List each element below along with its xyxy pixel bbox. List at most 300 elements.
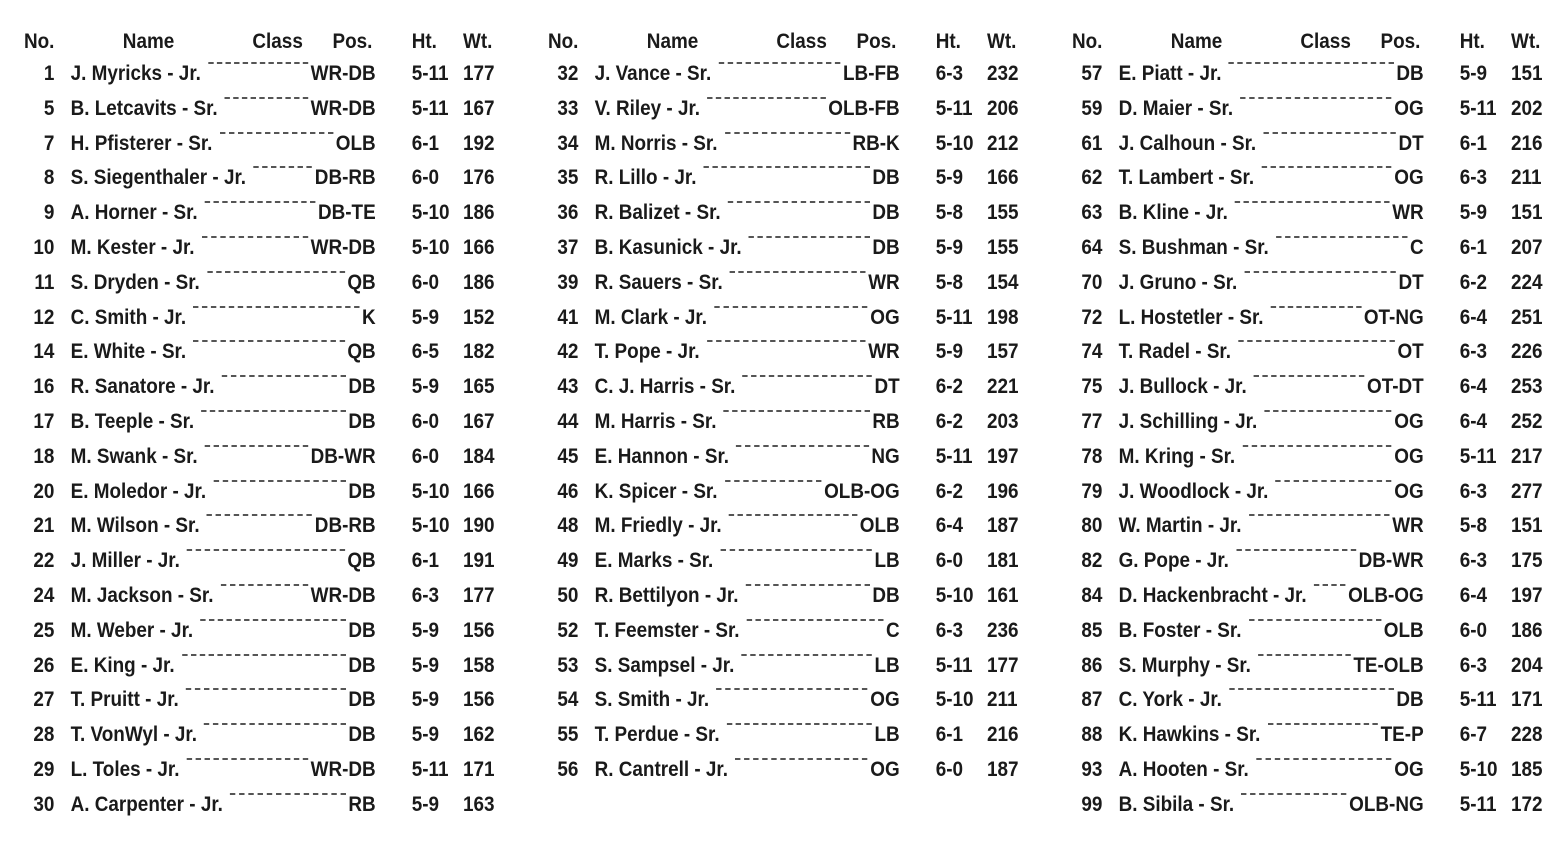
- dot-leader: [1249, 514, 1389, 516]
- player-weight: 203: [987, 409, 1019, 433]
- player-position: DB: [872, 235, 900, 259]
- roster-row: [546, 166, 1019, 201]
- player-weight: 172: [1511, 792, 1543, 816]
- player-position: DB: [348, 618, 376, 642]
- player-number: 48: [557, 514, 579, 538]
- header-pos: Pos.: [856, 30, 897, 53]
- player-position: OLB-NG: [1349, 792, 1424, 816]
- player-weight: 181: [987, 549, 1019, 573]
- roster-row: [22, 688, 495, 723]
- dot-leader: [728, 201, 870, 203]
- player-weight: 190: [463, 514, 495, 538]
- player-height: 6-4: [1459, 375, 1488, 399]
- roster-row: [1070, 757, 1543, 793]
- player-weight: 175: [1511, 549, 1543, 573]
- player-number: 12: [33, 305, 55, 329]
- player-position: DB-WR: [310, 444, 376, 468]
- roster-row: [546, 479, 1019, 515]
- dot-leader: [725, 480, 821, 482]
- roster-row: [546, 375, 1019, 410]
- player-weight: 207: [1511, 235, 1543, 259]
- player-number: 41: [557, 305, 579, 329]
- dot-leader: [187, 758, 308, 760]
- roster-row: [22, 375, 495, 410]
- player-height: 6-0: [935, 549, 964, 573]
- player-height: 5-10: [411, 235, 450, 259]
- player-height: 5-11: [411, 62, 449, 85]
- player-number: 26: [33, 653, 55, 677]
- player-number: 78: [1081, 444, 1103, 468]
- player-number: 35: [557, 166, 579, 190]
- player-number: 30: [33, 792, 55, 816]
- player-weight: 177: [463, 62, 495, 85]
- roster-row: [546, 653, 1019, 689]
- roster-row: [22, 201, 495, 236]
- player-weight: 163: [463, 792, 495, 816]
- player-weight: 277: [1511, 479, 1543, 503]
- player-number: 24: [33, 583, 55, 607]
- dot-leader: [1314, 584, 1346, 586]
- header-name: Name: [1170, 30, 1223, 53]
- dot-leader: [1276, 236, 1407, 238]
- player-height: 6-3: [935, 62, 964, 85]
- player-position: WR-DB: [310, 757, 376, 781]
- player-name-class: J. Bullock - Jr.: [1118, 375, 1247, 399]
- dot-leader: [735, 758, 867, 760]
- player-name-class: B. Kline - Jr.: [1118, 201, 1228, 225]
- roster-row: [546, 757, 1019, 793]
- player-weight: 185: [1511, 757, 1543, 781]
- player-number: 61: [1081, 131, 1103, 155]
- player-name-class: J. Myricks - Jr.: [70, 62, 201, 85]
- player-position: C: [886, 618, 900, 642]
- player-number: 45: [557, 444, 579, 468]
- player-name-class: M. Kring - Sr.: [1118, 444, 1236, 468]
- player-height: 5-9: [1459, 62, 1488, 85]
- dot-leader: [222, 375, 346, 377]
- player-weight: 156: [463, 618, 495, 642]
- player-name-class: B. Teeple - Sr.: [70, 409, 195, 433]
- player-height: 6-1: [411, 549, 440, 573]
- player-number: 87: [1081, 688, 1103, 712]
- player-position: RB: [348, 792, 376, 816]
- dot-leader: [736, 445, 869, 447]
- player-height: 6-0: [411, 166, 440, 190]
- player-height: 5-8: [1459, 514, 1488, 538]
- player-height: 6-3: [1459, 549, 1488, 573]
- roster-row: [1070, 792, 1543, 828]
- player-name-class: K. Hawkins - Sr.: [1118, 723, 1261, 747]
- player-weight: 186: [463, 270, 495, 294]
- player-position: OG: [1394, 409, 1424, 433]
- dot-leader: [205, 445, 308, 447]
- player-height: 6-3: [1459, 340, 1488, 364]
- roster-row: [546, 723, 1019, 758]
- player-name-class: B. Letcavits - Sr.: [70, 96, 218, 120]
- roster-row: [546, 549, 1019, 584]
- player-weight: 154: [987, 270, 1019, 294]
- player-number: 93: [1081, 757, 1103, 781]
- roster-column-1: [22, 30, 502, 828]
- player-position: OT-DT: [1367, 375, 1424, 399]
- player-name-class: J. Gruno - Sr.: [1118, 270, 1238, 294]
- dot-leader: [1235, 201, 1390, 203]
- roster-header: [546, 30, 1017, 62]
- roster-row: [1070, 549, 1543, 584]
- roster-row: [546, 305, 1019, 341]
- player-number: 32: [557, 62, 579, 85]
- dot-leader: [1245, 271, 1396, 273]
- player-height: 5-11: [1459, 444, 1497, 468]
- player-number: 55: [557, 723, 579, 747]
- roster-row: [22, 757, 495, 793]
- player-number: 99: [1081, 792, 1103, 816]
- roster-row: [1070, 62, 1543, 97]
- roster-column-3: [1070, 30, 1550, 828]
- dot-leader: [1268, 723, 1378, 725]
- player-number: 72: [1081, 305, 1103, 329]
- player-height: 5-9: [935, 235, 964, 259]
- dot-leader: [727, 723, 872, 725]
- header-name: Name: [122, 30, 175, 53]
- player-name-class: C. J. Harris - Sr.: [594, 375, 736, 399]
- dot-leader: [741, 654, 872, 656]
- player-number: 9: [43, 201, 55, 225]
- dot-leader: [1249, 619, 1381, 621]
- player-weight: 217: [1511, 444, 1543, 468]
- player-position: OG: [870, 688, 900, 712]
- player-height: 5-9: [935, 166, 964, 190]
- roster-row: [22, 514, 495, 549]
- player-name-class: E. Moledor - Jr.: [70, 479, 207, 503]
- dot-leader: [746, 584, 870, 586]
- player-weight: 166: [463, 479, 495, 503]
- player-weight: 167: [463, 409, 495, 433]
- player-weight: 216: [987, 723, 1019, 747]
- player-height: 6-1: [935, 723, 964, 747]
- roster-row: [1070, 270, 1543, 306]
- dot-leader: [187, 549, 345, 551]
- player-position: DB: [348, 409, 376, 433]
- header-class: Class: [252, 30, 303, 53]
- roster-row: [22, 340, 495, 375]
- dot-leader: [220, 132, 333, 134]
- player-weight: 202: [1511, 96, 1543, 120]
- player-weight: 151: [1511, 62, 1543, 85]
- player-name-class: M. Swank - Sr.: [70, 444, 198, 468]
- player-number: 8: [43, 166, 55, 190]
- player-height: 5-11: [411, 757, 449, 781]
- player-number: 17: [33, 409, 55, 433]
- player-number: 11: [34, 270, 55, 294]
- dot-leader: [725, 132, 850, 134]
- dot-leader: [182, 654, 346, 656]
- player-position: OG: [1394, 479, 1424, 503]
- player-number: 46: [557, 479, 579, 503]
- player-name-class: A. Horner - Sr.: [70, 201, 198, 225]
- roster-row: [22, 549, 495, 584]
- player-weight: 198: [987, 305, 1019, 329]
- roster-row: [22, 270, 495, 306]
- roster-row: [546, 235, 1019, 271]
- roster-row: [546, 444, 1019, 480]
- player-name-class: T. Pope - Jr.: [594, 340, 700, 364]
- player-number: 62: [1081, 166, 1103, 190]
- player-weight: 224: [1511, 270, 1543, 294]
- player-weight: 197: [987, 444, 1019, 468]
- player-position: DB: [348, 688, 376, 712]
- player-weight: 204: [1511, 653, 1543, 677]
- player-position: OT: [1397, 340, 1424, 364]
- player-position: DB-RB: [314, 166, 376, 190]
- roster-row: [1070, 688, 1543, 723]
- dot-leader: [230, 793, 346, 795]
- player-weight: 162: [463, 723, 495, 747]
- dot-leader: [204, 723, 346, 725]
- dot-leader: [1240, 97, 1391, 99]
- player-position: DB: [348, 479, 376, 503]
- player-name-class: H. Pfisterer - Sr.: [70, 131, 213, 155]
- player-number: 88: [1081, 723, 1103, 747]
- player-weight: 182: [463, 340, 495, 364]
- player-name-class: T. Perdue - Sr.: [594, 723, 720, 747]
- player-name-class: J. Miller - Jr.: [70, 549, 180, 573]
- player-number: 43: [557, 375, 579, 399]
- player-name-class: S. Bushman - Sr.: [1118, 235, 1269, 259]
- player-position: WR-DB: [310, 62, 376, 85]
- player-height: 6-5: [411, 340, 440, 364]
- player-weight: 151: [1511, 201, 1543, 225]
- header-ht: Ht.: [411, 30, 437, 53]
- roster-row: [1070, 653, 1543, 689]
- header-pos: Pos.: [1380, 30, 1421, 53]
- player-height: 6-4: [935, 514, 964, 538]
- player-position: OLB: [1383, 618, 1424, 642]
- roster-row: [546, 62, 1019, 97]
- player-name-class: D. Hackenbracht - Jr.: [1118, 583, 1307, 607]
- player-number: 70: [1081, 270, 1103, 294]
- player-name-class: R. Sanatore - Jr.: [70, 375, 215, 399]
- player-position: DB: [348, 375, 376, 399]
- player-name-class: R. Lillo - Jr.: [594, 166, 697, 190]
- roster-row: [546, 583, 1019, 619]
- dot-leader: [214, 480, 346, 482]
- player-weight: 252: [1511, 409, 1543, 433]
- player-position: QB: [347, 270, 376, 294]
- player-height: 5-10: [411, 514, 450, 538]
- header-wt: Wt.: [1511, 30, 1541, 53]
- dot-leader: [704, 166, 871, 168]
- player-weight: 211: [1511, 166, 1542, 190]
- player-height: 6-1: [411, 131, 440, 155]
- player-height: 5-8: [935, 201, 964, 225]
- player-weight: 177: [987, 653, 1019, 677]
- player-position: OG: [1394, 757, 1424, 781]
- player-number: 36: [557, 201, 579, 225]
- player-height: 6-0: [411, 409, 440, 433]
- player-name-class: C. York - Jr.: [1118, 688, 1222, 712]
- player-name-class: E. Piatt - Jr.: [1118, 62, 1222, 85]
- player-height: 6-1: [1459, 131, 1488, 155]
- roster-row: [22, 235, 495, 271]
- player-name-class: K. Spicer - Sr.: [594, 479, 718, 503]
- player-height: 6-2: [935, 375, 964, 399]
- player-number: 75: [1081, 375, 1103, 399]
- player-name-class: W. Martin - Jr.: [1118, 514, 1242, 538]
- player-name-class: J. Vance - Sr.: [594, 62, 712, 85]
- dot-leader: [205, 201, 316, 203]
- player-position: DB: [872, 201, 900, 225]
- player-position: RB: [872, 409, 900, 433]
- player-number: 64: [1081, 235, 1103, 259]
- player-height: 6-3: [1459, 479, 1488, 503]
- player-name-class: E. Hannon - Sr.: [594, 444, 730, 468]
- dot-leader: [1262, 166, 1392, 168]
- dot-leader: [1256, 758, 1391, 760]
- player-position: DB: [872, 166, 900, 190]
- player-position: K: [362, 305, 376, 329]
- player-position: LB-FB: [843, 62, 900, 85]
- player-name-class: S. Murphy - Sr.: [1118, 653, 1251, 677]
- player-weight: 211: [987, 688, 1018, 712]
- roster-row: [1070, 618, 1543, 654]
- dot-leader: [730, 271, 866, 273]
- header-ht: Ht.: [1459, 30, 1485, 53]
- player-name-class: V. Riley - Jr.: [594, 96, 701, 120]
- player-height: 5-9: [1459, 201, 1488, 225]
- player-name-class: T. VonWyl - Jr.: [70, 723, 197, 747]
- player-weight: 177: [463, 583, 495, 607]
- player-number: 54: [557, 688, 579, 712]
- player-number: 82: [1081, 549, 1103, 573]
- player-height: 6-3: [1459, 166, 1488, 190]
- player-weight: 186: [1511, 618, 1543, 642]
- dot-leader: [1243, 445, 1392, 447]
- dot-leader: [1241, 793, 1346, 795]
- player-position: TE-OLB: [1353, 653, 1424, 677]
- player-name-class: S. Dryden - Sr.: [70, 270, 200, 294]
- player-name-class: L. Hostetler - Sr.: [1118, 305, 1264, 329]
- player-name-class: R. Cantrell - Jr.: [594, 757, 728, 781]
- roster-row: [546, 340, 1019, 375]
- player-weight: 158: [463, 653, 495, 677]
- player-name-class: R. Bettilyon - Jr.: [594, 583, 739, 607]
- header-name: Name: [646, 30, 699, 53]
- player-name-class: A. Carpenter - Jr.: [70, 792, 223, 816]
- player-position: WR: [1392, 201, 1424, 225]
- player-position: QB: [347, 549, 376, 573]
- player-number: 77: [1081, 409, 1103, 433]
- roster-row: [22, 166, 495, 201]
- player-weight: 152: [463, 305, 495, 329]
- player-position: DB: [1396, 62, 1424, 85]
- roster-row: [1070, 479, 1543, 515]
- player-position: QB: [347, 340, 376, 364]
- player-position: WR: [868, 270, 900, 294]
- player-height: 6-2: [935, 479, 964, 503]
- player-name-class: J. Calhoun - Sr.: [1118, 131, 1257, 155]
- roster-row: [1070, 444, 1543, 480]
- roster-row: [22, 444, 495, 480]
- dot-leader: [714, 306, 867, 308]
- player-name-class: B. Foster - Sr.: [1118, 618, 1242, 642]
- player-name-class: T. Pruitt - Jr.: [70, 688, 179, 712]
- player-weight: 156: [463, 688, 495, 712]
- player-height: 5-11: [1459, 96, 1497, 120]
- roster-row: [22, 583, 495, 619]
- roster-row: [546, 618, 1019, 654]
- player-number: 74: [1081, 340, 1103, 364]
- player-position: OG: [870, 305, 900, 329]
- roster-row: [1070, 131, 1543, 167]
- player-number: 42: [557, 340, 579, 364]
- player-height: 6-1: [1459, 235, 1488, 259]
- player-weight: 212: [987, 131, 1019, 155]
- player-position: OLB-OG: [824, 479, 900, 503]
- dot-leader: [1237, 549, 1357, 551]
- roster-row: [22, 479, 495, 515]
- dot-leader: [747, 619, 884, 621]
- player-weight: 226: [1511, 340, 1543, 364]
- player-weight: 155: [987, 235, 1019, 259]
- player-number: 27: [33, 688, 55, 712]
- player-height: 5-9: [411, 618, 440, 642]
- roster-row: [1070, 235, 1543, 271]
- roster-row: [1070, 723, 1543, 758]
- player-name-class: E. White - Sr.: [70, 340, 187, 364]
- player-number: 21: [33, 514, 55, 538]
- player-height: 6-2: [935, 409, 964, 433]
- header-wt: Wt.: [987, 30, 1017, 53]
- player-name-class: S. Smith - Jr.: [594, 688, 710, 712]
- player-weight: 176: [463, 166, 495, 190]
- roster-row: [22, 723, 495, 758]
- player-position: LB: [874, 723, 900, 747]
- dot-leader: [200, 619, 346, 621]
- player-name-class: A. Hooten - Sr.: [1118, 757, 1249, 781]
- player-name-class: M. Friedly - Jr.: [594, 514, 722, 538]
- roster-row: [22, 792, 495, 828]
- player-number: 59: [1081, 96, 1103, 120]
- header-no: No.: [23, 30, 55, 53]
- dot-leader: [1264, 410, 1391, 412]
- roster-row: [1070, 409, 1543, 445]
- player-number: 28: [33, 723, 55, 747]
- roster-row: [1070, 201, 1543, 236]
- dot-leader: [193, 340, 345, 342]
- player-height: 6-0: [411, 444, 440, 468]
- player-weight: 167: [463, 96, 495, 120]
- dot-leader: [719, 62, 841, 64]
- player-name-class: E. King - Jr.: [70, 653, 175, 677]
- dot-leader: [721, 549, 872, 551]
- dot-leader: [723, 410, 870, 412]
- roster-row: [22, 305, 495, 341]
- player-name-class: D. Maier - Sr.: [1118, 96, 1234, 120]
- player-height: 6-3: [1459, 653, 1488, 677]
- player-height: 5-9: [411, 653, 440, 677]
- player-weight: 191: [463, 549, 495, 573]
- player-position: OT-NG: [1363, 305, 1424, 329]
- player-height: 5-11: [935, 305, 973, 329]
- player-weight: 197: [1511, 583, 1543, 607]
- roster-row: [22, 409, 495, 445]
- player-position: DB-WR: [1358, 549, 1424, 573]
- player-height: 6-3: [411, 583, 440, 607]
- player-number: 53: [557, 653, 579, 677]
- player-height: 5-10: [935, 131, 974, 155]
- player-position: DB: [348, 723, 376, 747]
